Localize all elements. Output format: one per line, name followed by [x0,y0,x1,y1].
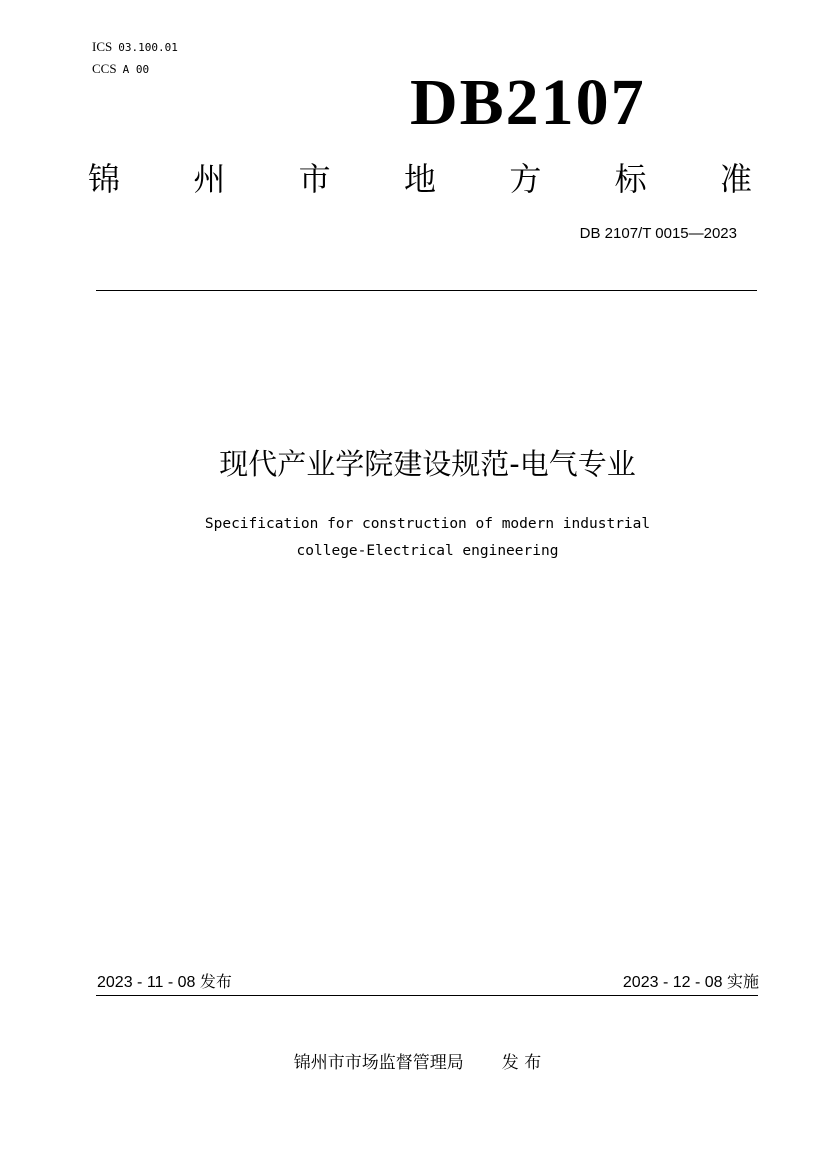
category-char: 标 [614,160,647,198]
publish-date [97,971,232,994]
category-char: 锦 [88,160,121,198]
ics-code [92,40,178,55]
standard-number: DB 2107/T 0015—2023 [579,225,737,242]
document-title-english-line2: college-Electrical engineering [296,543,559,559]
document-title-english-line1: Specification for construction of modern industrial [204,516,651,532]
ics-label: ICS [92,39,113,54]
publish-date-value: 2023 - 11 - 08 [97,974,196,991]
issuer-name: 锦州市市场监督管理局 [293,1053,464,1073]
implement-date [623,971,759,994]
ccs-label: CCS [92,61,117,76]
category-char: 市 [298,160,331,198]
implement-date-value: 2023 - 12 - 08 [622,974,723,991]
standard-category [88,157,752,201]
issuer-action: 发 布 [501,1053,542,1073]
category-char: 方 [509,160,542,198]
ccs-value: A 00 [122,63,150,76]
ccs-code [92,62,149,77]
publish-date-label: 发布 [199,972,232,991]
ics-value: 03.100.01 [118,41,178,54]
top-divider [96,290,757,291]
issuer [0,1051,815,1075]
category-char: 准 [719,160,752,198]
bottom-divider [96,995,758,996]
category-char: 州 [193,160,226,198]
document-title-chinese: 现代产业学院建设规范-电气专业 [219,447,636,481]
category-char: 地 [403,160,436,198]
db-logo: DB2107 [410,66,646,139]
implement-date-label: 实施 [726,972,759,991]
